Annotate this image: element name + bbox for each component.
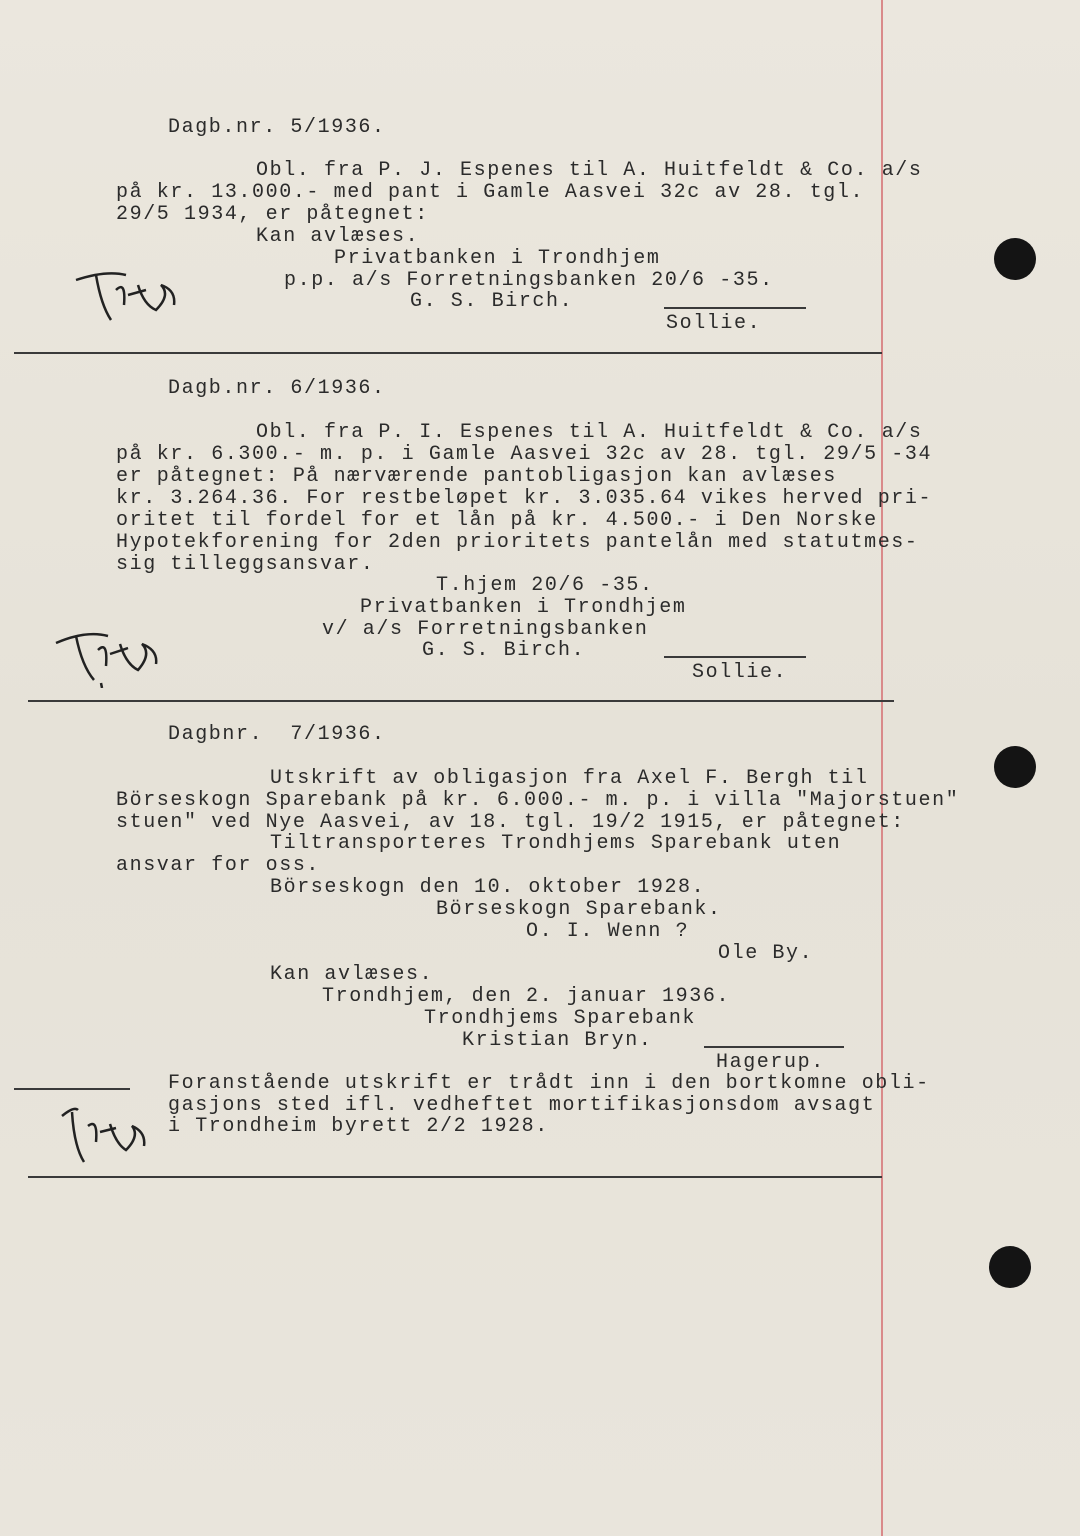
entry-line: 29/5 1934, er påtegnet:: [116, 203, 429, 226]
note-line-text: gasjons sted ifl. vedheftet mortifikasjonsdom avsagt: [168, 1094, 876, 1117]
entry-line: p.p. a/s Forretningsbanken 20/6 -35.: [284, 269, 774, 292]
handwritten-initials: [54, 1096, 174, 1176]
punch-hole-1: [994, 238, 1036, 280]
punch-hole-3: [989, 1246, 1031, 1288]
entry-line: v/ a/s Forretningsbanken: [322, 618, 649, 641]
entry-line: Kan avlæses.: [270, 963, 434, 986]
entry-line: kr. 3.264.36. For restbeløpet kr. 3.035.64 vikes herved pri-: [116, 487, 933, 510]
section-divider: [28, 700, 894, 702]
handwritten-initials: [66, 250, 186, 330]
signature-line: [664, 307, 806, 309]
entry-line: ansvar for oss.: [116, 854, 321, 877]
entry-line: Utskrift av obligasjon fra Axel F. Bergh til: [270, 767, 869, 790]
entry-line: Kan avlæses.: [256, 225, 420, 248]
entry-line: Börseskogn Sparebank på kr. 6.000.- m. p. i villa "Majorstuen": [116, 789, 960, 812]
section-divider: [14, 352, 882, 354]
entry-line: Obl. fra P. I. Espenes til A. Huitfeldt & Co. a/s: [256, 421, 923, 444]
entry-signature: Hagerup.: [716, 1051, 825, 1074]
entry-line: Trondhjem, den 2. januar 1936.: [322, 985, 731, 1008]
entry-line: er påtegnet: På nærværende pantobligasjon kan avlæses: [116, 465, 837, 488]
entry-line: Obl. fra P. J. Espenes til A. Huitfeldt & Co. a/s: [256, 159, 923, 182]
entry-signature: Sollie.: [666, 312, 762, 335]
entry-line: Börseskogn Sparebank.: [436, 898, 722, 921]
red-margin-line: [881, 0, 883, 1536]
punch-hole-2: [994, 746, 1036, 788]
signature-line: [704, 1046, 844, 1048]
entry-line: Kristian Bryn.: [462, 1029, 653, 1052]
entry-signature: Sollie.: [692, 661, 788, 684]
handwritten-initials: [46, 608, 166, 688]
note-line-text: Foranstående utskrift er trådt inn i den bortkomne obli-: [168, 1072, 930, 1095]
section-divider: [28, 1176, 882, 1178]
entry-line: Trondhjems Sparebank: [424, 1007, 697, 1030]
entry-heading: Dagb.nr. 6/1936.: [168, 377, 386, 400]
entry-line: Ole By.: [718, 942, 814, 965]
entry-line: O. I. Wenn ?: [526, 920, 690, 943]
entry-line: Tiltransporteres Trondhjems Sparebank uten: [270, 832, 842, 855]
entry-line: oritet til fordel for et lån på kr. 4.500.- i Den Norske: [116, 509, 878, 532]
entry-line: G. S. Birch.: [410, 290, 574, 313]
entry-line: på kr. 6.300.- m. p. i Gamle Aasvei 32c av 28. tgl. 29/5 -34: [116, 443, 933, 466]
signature-line: [664, 656, 806, 658]
note-line-text: i Trondheim byrett 2/2 1928.: [168, 1115, 549, 1138]
entry-heading: Dagbnr. 7/1936.: [168, 723, 386, 746]
entry-line: stuen" ved Nye Aasvei, av 18. tgl. 19/2 1915, er påtegnet:: [116, 811, 905, 834]
entry-line: Privatbanken i Trondhjem: [334, 247, 661, 270]
entry-line: Börseskogn den 10. oktober 1928.: [270, 876, 706, 899]
entry-line: på kr. 13.000.- med pant i Gamle Aasvei 32c av 28. tgl.: [116, 181, 865, 204]
entry-line: sig tilleggsansvar.: [116, 553, 375, 576]
entry-line: Hypotekforening for 2den prioritets pantelån med statutmes-: [116, 531, 919, 554]
entry-heading: Dagb.nr. 5/1936.: [168, 116, 386, 139]
note-line: [14, 1088, 130, 1090]
entry-line: T.hjem 20/6 -35.: [436, 574, 654, 597]
entry-line: Privatbanken i Trondhjem: [360, 596, 687, 619]
entry-line: G. S. Birch.: [422, 639, 586, 662]
